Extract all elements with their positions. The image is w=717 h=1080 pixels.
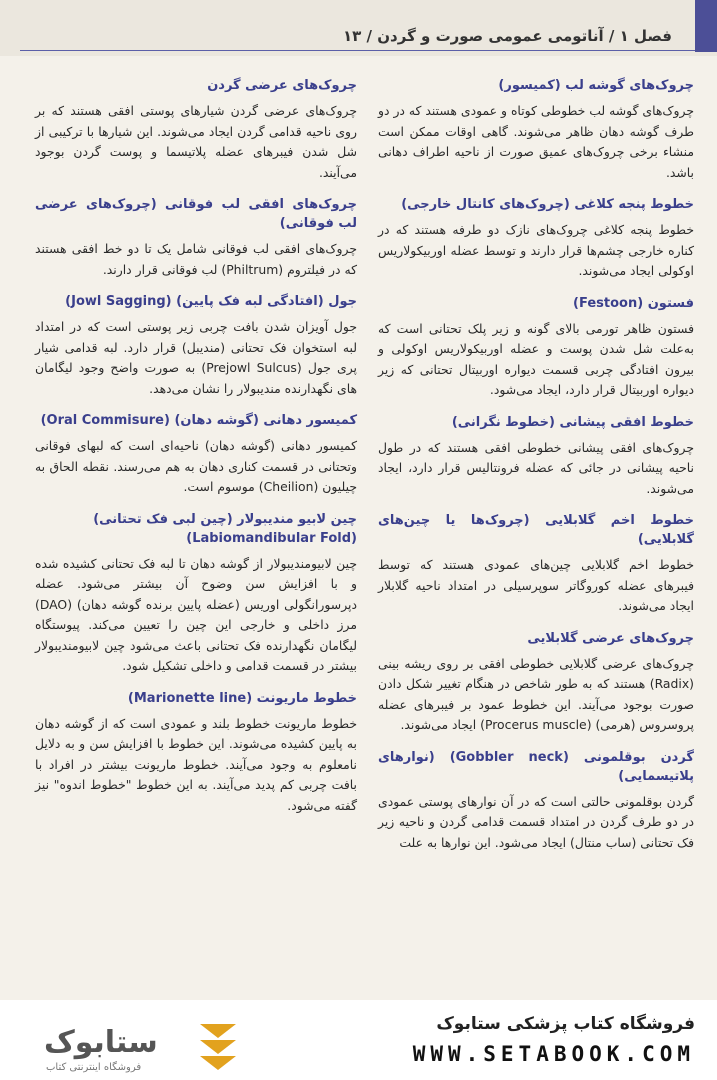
section-body: خطوط اخم گلابلایی چین‌های عمودی هستند که توسط فیبرهای عضله کوروگاتر سوپرسیلی در امتداد ناحیه گلابلار ایجاد می‌شوند. xyxy=(378,557,694,613)
footer-text xyxy=(413,1014,695,1066)
section-body: چروک‌های افقی لب فوقانی شامل یک تا دو خط افقی هستند که در فیلتروم (Philtrum) لب فوقانی قرار دارند. xyxy=(35,241,357,277)
section xyxy=(378,76,694,183)
section-body: چین لابیومندیبولار از گوشه دهان تا لبه فک تحتانی کشیده شده و با افزایش سن وضوح آن بیشتر می‌شود. عضله دپرسورانگولی اوریس (عضله پایین برنده گوشه دهان) (DAO) مرز داخلی و خارجی این چین را تعیین می‌کند. پیوستگاه لیگامان نگهدارنده فک تحتانی باعث می‌شود چین لابیومندیبولار بیشتر در قسمت قدامی و داخلی تشکیل شود. xyxy=(35,555,357,673)
section xyxy=(378,629,694,736)
heading-line-1: چین لابیو مندیبولار (چین لبی فک تحتانی) xyxy=(93,511,357,527)
section-heading: چروک‌های عرضی گلابلایی xyxy=(527,630,694,646)
section-body: جول آویزان شدن بافت چربی زیر پوستی است که در امتداد لبه استخوان فک تحتانی (مندیبل) قرار دارد. لبه قدامی شیار پری جول (Prejowl Sulcus) به صورت واضح وجود لیگامان های نگهدارنده مندیبولار را نشان می‌دهد. xyxy=(35,319,358,396)
section-heading: گردن بوقلمونی (Gobbler neck) (نوارهای پلاتیسمایی) xyxy=(378,749,694,784)
section-body: گردن بوقلمونی حالتی است که در آن نوارهای پوستی عمودی در دو طرف گردن در امتداد قسمت قدامی گردن و ناحیه زیر فک تحتانی (ساب منتال) ایجاد می‌شود. این نوارها به علت xyxy=(378,793,694,850)
store-name: فروشگاه کتاب پزشکی ستابوک xyxy=(436,1014,695,1034)
store-url[interactable]: WWW.SETABOOK.COM xyxy=(412,1042,695,1066)
section-heading: فستون (Festoon) xyxy=(573,295,694,311)
logo-subtext: فروشگاه اینترنتی کتاب xyxy=(46,1062,142,1073)
section xyxy=(35,195,357,280)
section-body: چروک‌های افقی پیشانی خطوطی افقی هستند که در طول ناحیه پیشانی در جائی که عضله فرونتالیس قرار دارد، ایجاد می‌شوند. xyxy=(378,439,694,496)
header-accent-bar xyxy=(695,0,717,52)
section-body: چروک‌های عرضی گلابلایی خطوطی افقی بر روی ریشه بینی (Radix) هستند که به طور شاخص در هنگام تغییر شکل دادن صورت بوجود می‌آیند. این خطوط عمود بر فیبرهای عضله پروسروس (هرمی) (Procerus muscle) ایجاد می‌شوند. xyxy=(378,655,694,732)
page-header xyxy=(0,0,717,56)
heading-line-2: (Labiomandibular Fold) xyxy=(186,530,357,546)
section-heading: جول (افتادگی لبه فک پایین) (Jowl Sagging) xyxy=(65,294,357,309)
section-body: چروک‌های گوشه لب خطوطی کوتاه و عمودی هستند که در دو طرف گوشه دهان ظاهر می‌شوند. گاهی اوقات ممکن است منشاء برخی چروک‌های عمیق صورت از ناحیه اطراف دهانی باشد. xyxy=(378,103,694,180)
section xyxy=(35,510,357,677)
section-body: خطوط پنجه کلاغی چروک‌های نازک دو طرفه هستند که در کناره خارجی چشم‌ها قرار دارند و توسط عضله اوربیکولاریس اوکولی ایجاد می‌شوند. xyxy=(378,222,694,278)
section-heading: خطوط پنجه کلاغی (چروک‌های کانتال خارجی) xyxy=(401,197,694,212)
logo-wordmark: ستابوک xyxy=(44,1025,158,1060)
right-column xyxy=(378,76,694,865)
header-rule xyxy=(20,50,717,51)
section-body: فستون ظاهر تورمی بالای گونه و زیر پلک تحتانی است که به‌علت شل شدن پوست و عضله اوربیکولاریس اوکولی و بیرون افتادگی چربی قسمت دیواره اوربیتال تحتانی که زیر دیواره اوربیتال قرار دارد، ایجاد می‌شود. xyxy=(378,320,694,397)
section-heading: چروک‌های افقی لب فوقانی (چروک‌های عرضی لب فوقانی) xyxy=(35,197,357,231)
section-body: چروک‌های عرضی گردن شیارهای پوستی افقی هستند که بر روی ناحیه قدامی گردن ایجاد می‌شوند. این شیارها با ترکیبی از شل شدن فیبرهای عضله پلاتیسما و پوست گردن بوجود می‌آیند. xyxy=(35,103,357,180)
section-heading: کمیسور دهانی (گوشه دهان) (Oral Commisure) xyxy=(40,413,357,428)
section xyxy=(35,689,357,817)
section-heading: خطوط افقی پیشانی (خطوط نگرانی) xyxy=(451,414,694,430)
left-column xyxy=(35,76,357,828)
section-body: خطوط ماریونت خطوط بلند و عمودی است که از گوشه دهان به پایین کشیده می‌شوند. این خطوط با افزایش سن و به دلایل نامعلوم به وجود می‌آیند. خطوط ماریونت بیشتر در افراد با بافت چربی کم پدید می‌آیند. به این خطوط "خطوط اندوه" نیز گفته می‌شود. xyxy=(35,715,357,813)
logo-mark-icon xyxy=(40,1018,240,1076)
section xyxy=(35,76,357,183)
setabook-logo[interactable] xyxy=(40,1018,240,1076)
section-heading: خطوط ماریونت (Marionette line) xyxy=(127,690,357,706)
section-heading: خطوط اخم گلابلایی (چروک‌ها یا چین‌های گلابلایی) xyxy=(378,513,694,547)
section xyxy=(378,413,694,500)
running-header: فصل ۱ / آناتومی عمومی صورت و گردن / ۱۳ xyxy=(343,27,672,45)
section-heading xyxy=(35,510,357,548)
section xyxy=(378,748,694,854)
store-footer xyxy=(0,1000,717,1080)
section-heading: چروک‌های عرضی گردن xyxy=(207,78,357,93)
section-body: کمیسور دهانی (گوشه دهان) ناحیه‌ای است که لبهای فوقانی وتحتانی در قسمت کناری دهان به هم می‌رسند. نقطه الحاق به چیلیون (Cheilion) موسوم است. xyxy=(35,438,357,494)
section-heading: چروک‌های گوشه لب (کمیسور) xyxy=(498,78,694,93)
section xyxy=(378,511,694,617)
section xyxy=(35,411,357,498)
section xyxy=(35,292,357,399)
section xyxy=(378,195,694,282)
section xyxy=(378,294,694,401)
